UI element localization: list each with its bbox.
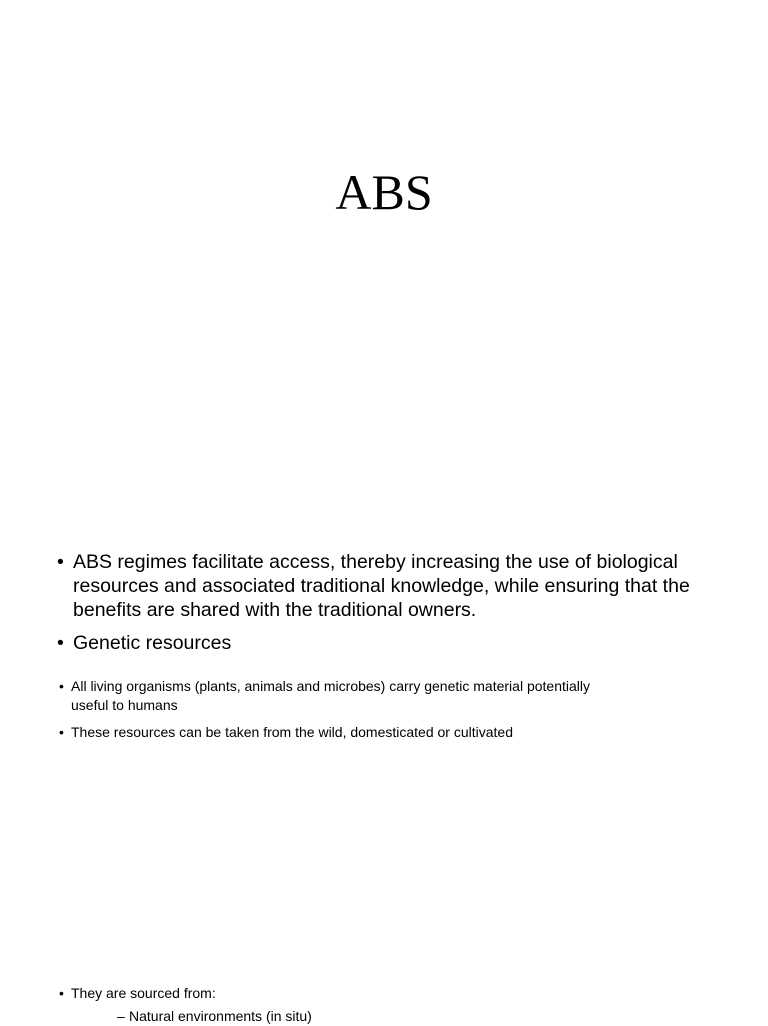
bullet-text: These resources can be taken from the wild, domesticated or cultivated [71,724,513,740]
bullet-abs-regimes [57,550,737,622]
bullet-dot: • [57,632,64,654]
slide-title: ABS [335,164,433,220]
bullet-text: ABS regimes facilitate access, thereby increasing the use of biological resources and associated traditional knowledge, while ensuring that the benefits are shared with the traditional owners. [73,551,690,621]
bullet-text: Genetic resources [73,632,232,654]
bullet-dot: • [59,985,64,1001]
bullet-genetic-resources [57,631,737,655]
bullet-living-organisms [59,677,629,715]
sub-item-text: Natural environments (in situ) [129,1008,312,1024]
bullet-dot: • [59,724,64,740]
dash-glyph: – [117,1008,125,1024]
bullet-dot: • [57,551,64,573]
bullet-text: All living organisms (plants, animals and microbes) carry genetic material potentially useful to humans [71,678,590,713]
sub-item-natural-environments [117,1007,717,1026]
bullet-dot: • [59,678,64,694]
bullet-sourced-from [59,984,719,1003]
bullet-text: They are sourced from: [71,985,216,1001]
bullet-resources-taken [59,723,719,742]
